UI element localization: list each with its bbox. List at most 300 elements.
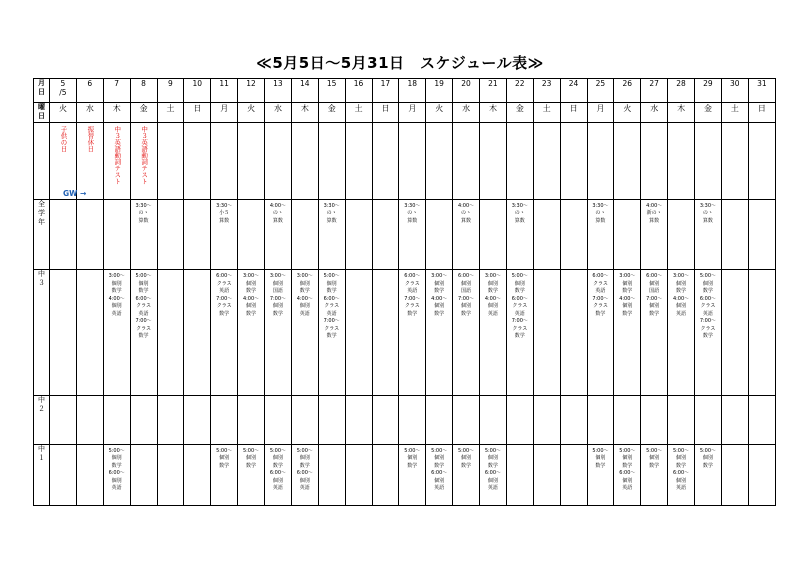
event-cell (345, 122, 372, 199)
schedule-cell (426, 395, 453, 444)
schedule-cell (211, 444, 238, 505)
lesson-text: 3:30〜 のゝ 算数 (511, 202, 528, 224)
lesson-text: 3:00〜 個別 数学 4:00〜 個別 英語 (484, 273, 502, 317)
day-number: 17 (372, 79, 399, 103)
gw-arrow-label: GW → (63, 189, 87, 198)
event-cell (614, 122, 641, 199)
schedule-cell (587, 444, 614, 505)
event-cell (587, 122, 614, 199)
lesson-text (614, 200, 640, 203)
lesson-text (184, 445, 210, 448)
weekday-cell: 土 (157, 102, 184, 122)
lesson-text (319, 445, 345, 448)
weekday-cell: 金 (318, 102, 345, 122)
lesson-text (238, 396, 264, 399)
lesson-text: 3:00〜 個別 数学 4:00〜 個別 英語 (108, 273, 125, 317)
schedule-cell (480, 444, 507, 505)
row-label-c3 (34, 270, 50, 396)
lesson-text: 5:00〜 個別 数学 6:00〜 個別 英語 (619, 447, 636, 492)
schedule-cell (748, 395, 775, 444)
schedule-cell (238, 395, 265, 444)
lesson-text: 5:00〜 個別 数学 6:00〜 個別 英語 (431, 447, 448, 492)
schedule-cell (641, 444, 668, 505)
lesson-text: 6:00〜 個別 国語 7:00〜 個別 数学 (646, 273, 663, 317)
lesson-text: 3:30〜 小５ 算数 (216, 202, 233, 224)
event-cell (641, 122, 668, 199)
lesson-text (641, 396, 667, 399)
lesson-text: 5:00〜 個別 数学 (242, 447, 260, 469)
day-number: 13 (265, 79, 292, 103)
event-cell (130, 122, 157, 199)
lesson-text (184, 270, 210, 273)
schedule-cell (533, 444, 560, 505)
schedule-cell (50, 395, 77, 444)
lesson-text: 6:00〜 クラス 英語 7:00〜 クラス 数学 (592, 273, 609, 317)
lesson-text: 3:00〜 個別 数学 4:00〜 個別 数学 (242, 273, 260, 317)
lesson-text: 4:00〜 のゝ 算数 (457, 202, 475, 224)
lesson-text (426, 200, 452, 203)
lesson-text (507, 396, 533, 399)
schedule-cell (157, 444, 184, 505)
lesson-text: 5:00〜 個別 数学 6:00〜 クラス 英語 7:00〜 クラス 数学 (699, 273, 717, 340)
lesson-text: 3:00〜 個別 数学 4:00〜 個別 数学 (619, 273, 636, 317)
schedule-cell (641, 199, 668, 270)
lesson-text (158, 200, 184, 203)
schedule-cell (748, 444, 775, 505)
schedule-cell (426, 270, 453, 396)
schedule-cell (291, 395, 318, 444)
schedule-cell (641, 270, 668, 396)
row-label-text: 全 学 年 (38, 199, 45, 226)
schedule-cell (614, 199, 641, 270)
lesson-text (749, 396, 775, 399)
schedule-cell (480, 395, 507, 444)
schedule-cell (184, 270, 211, 396)
schedule-cell (695, 444, 722, 505)
event-cell (76, 122, 103, 199)
schedule-cell (265, 395, 292, 444)
lesson-text (238, 200, 264, 203)
schedule-cell (130, 444, 157, 505)
lesson-text: 3:30〜 のゝ 算数 (323, 202, 340, 224)
weekday-cell: 水 (265, 102, 292, 122)
lesson-text: 5:00〜 個別 数学 6:00〜 クラス 英語 7:00〜 クラス 数学 (511, 273, 528, 340)
lesson-text (77, 445, 103, 448)
schedule-cell (211, 199, 238, 270)
schedule-cell (533, 199, 560, 270)
schedule-cell (265, 270, 292, 396)
schedule-cell (399, 395, 426, 444)
event-note: 中３英語動詞テスト (113, 125, 122, 185)
event-cell (748, 122, 775, 199)
schedule-cell (345, 199, 372, 270)
schedule-cell (453, 270, 480, 396)
lesson-text: 5:00〜 個別 数学 (592, 447, 609, 469)
schedule-cell (318, 270, 345, 396)
day-number: 25 (587, 79, 614, 103)
event-cell (721, 122, 748, 199)
schedule-cell (184, 444, 211, 505)
weekday-cell: 火 (426, 102, 453, 122)
lesson-text: 3:00〜 個別 国語 7:00〜 個別 数学 (269, 273, 287, 317)
schedule-cell (103, 199, 130, 270)
event-cell (103, 122, 130, 199)
day-number: 24 (560, 79, 587, 103)
lesson-text (453, 396, 479, 399)
lesson-text (50, 270, 76, 273)
lesson-text (319, 396, 345, 399)
day-number: 26 (614, 79, 641, 103)
schedule-cell (291, 270, 318, 396)
schedule-cell (372, 444, 399, 505)
day-number: 6 (76, 79, 103, 103)
day-number: 7 (103, 79, 130, 103)
schedule-cell (238, 444, 265, 505)
lesson-text: 3:00〜 個別 数学 4:00〜 個別 英語 (296, 273, 313, 317)
lesson-text (480, 200, 506, 203)
schedule-cell (318, 199, 345, 270)
lesson-text: 3:30〜 のゝ 算数 (699, 202, 717, 224)
day-number: 18 (399, 79, 426, 103)
lesson-text (668, 200, 694, 203)
schedule-cell (76, 444, 103, 505)
lesson-text: 6:00〜 クラス 英語 7:00〜 クラス 数学 (404, 273, 421, 317)
schedule-cell (157, 395, 184, 444)
schedule-cell (318, 444, 345, 505)
weekday-cell: 日 (560, 102, 587, 122)
day-number: 29 (695, 79, 722, 103)
lesson-text (131, 396, 157, 399)
day-number: 31 (748, 79, 775, 103)
schedule-cell (399, 199, 426, 270)
schedule-cell (748, 199, 775, 270)
lesson-text (346, 445, 372, 448)
lesson-text: 5:00〜 個別 数学 6:00〜 個別 英語 (296, 447, 313, 492)
weekday-cell: 金 (506, 102, 533, 122)
lesson-text (50, 200, 76, 203)
schedule-cell (533, 270, 560, 396)
lesson-text (158, 270, 184, 273)
lesson-text (534, 396, 560, 399)
schedule-cell (614, 395, 641, 444)
page-title: ≪5月5日〜5月31日 スケジュール表≫ (256, 54, 544, 72)
schedule-cell (560, 444, 587, 505)
lesson-text: 5:00〜 個別 数学 6:00〜 個別 英語 (108, 447, 125, 492)
lesson-text (158, 396, 184, 399)
weekday-cell: 金 (130, 102, 157, 122)
weekday-cell: 水 (453, 102, 480, 122)
schedule-cell (721, 395, 748, 444)
event-cell (506, 122, 533, 199)
day-number: 27 (641, 79, 668, 103)
lesson-text: 5:00〜 個別 数学 (457, 447, 475, 469)
schedule-cell (668, 270, 695, 396)
schedule-cell (426, 199, 453, 270)
weekday-cell: 日 (748, 102, 775, 122)
schedule-cell (480, 199, 507, 270)
schedule-cell (130, 199, 157, 270)
row-label-text: 中 ２ (38, 395, 45, 413)
lesson-text: 4:00〜 新のゝ 算数 (646, 202, 663, 224)
lesson-text (668, 396, 694, 399)
day-number: 14 (291, 79, 318, 103)
weekday-cell: 土 (533, 102, 560, 122)
schedule-cell (318, 395, 345, 444)
schedule-cell (76, 270, 103, 396)
lesson-text (614, 396, 640, 399)
day-number: 19 (426, 79, 453, 103)
event-note: 子供の日 (59, 125, 68, 152)
lesson-text (534, 445, 560, 448)
event-note: 中３英語動詞テスト (140, 125, 149, 185)
lesson-text: 5:00〜 個別 数学 6:00〜 個別 英語 (269, 447, 287, 492)
schedule-cell (157, 270, 184, 396)
lesson-text (346, 270, 372, 273)
weekday-cell: 日 (372, 102, 399, 122)
event-cell (50, 122, 77, 199)
lesson-text: 5:00〜 個別 数学 (646, 447, 663, 469)
lesson-text (373, 445, 399, 448)
lesson-text (184, 200, 210, 203)
day-number: 11 (211, 79, 238, 103)
lesson-text: 5:00〜 個別 数学 (216, 447, 233, 469)
day-number: 21 (480, 79, 507, 103)
lesson-text (722, 270, 748, 273)
lesson-text: 5:00〜 個別 数学 (699, 447, 717, 469)
event-cell (533, 122, 560, 199)
schedule-cell (668, 444, 695, 505)
schedule-cell (506, 395, 533, 444)
weekday-cell: 水 (76, 102, 103, 122)
lesson-text: 6:00〜 クラス 英語 7:00〜 クラス 数学 (216, 273, 233, 317)
day-number: 20 (453, 79, 480, 103)
lesson-text (534, 200, 560, 203)
schedule-cell (560, 270, 587, 396)
lesson-text (77, 396, 103, 399)
row-label-c1 (34, 444, 50, 505)
lesson-text (77, 270, 103, 273)
weekday-cell: 月 (399, 102, 426, 122)
schedule-cell (238, 199, 265, 270)
lesson-text (480, 396, 506, 399)
schedule-cell (130, 270, 157, 396)
schedule-cell (238, 270, 265, 396)
schedule-cell (453, 395, 480, 444)
lesson-text (131, 445, 157, 448)
schedule-cell (453, 199, 480, 270)
weekday-cell: 木 (103, 102, 130, 122)
schedule-table (33, 78, 776, 506)
day-number: 23 (533, 79, 560, 103)
lesson-text: 3:30〜 のゝ 算数 (404, 202, 421, 224)
schedule-cell (184, 199, 211, 270)
lesson-text (346, 200, 372, 203)
day-number: 5 /5 (50, 79, 77, 103)
schedule-cell (721, 270, 748, 396)
schedule-cell (291, 199, 318, 270)
schedule-cell (506, 270, 533, 396)
lesson-text (292, 396, 318, 399)
event-cell (157, 122, 184, 199)
lesson-text: 5:00〜 個別 数学 6:00〜 個別 英語 (672, 447, 690, 492)
event-cell (318, 122, 345, 199)
lesson-text (534, 270, 560, 273)
schedule-cell (372, 199, 399, 270)
lesson-text (749, 270, 775, 273)
header-month: 月 (38, 79, 45, 87)
schedule-cell (50, 270, 77, 396)
schedule-cell (157, 199, 184, 270)
lesson-text (749, 200, 775, 203)
schedule-cell (614, 270, 641, 396)
schedule-cell (748, 270, 775, 396)
schedule-cell (399, 444, 426, 505)
schedule-cell (399, 270, 426, 396)
weekday-cell: 木 (480, 102, 507, 122)
weekday-cell: 土 (721, 102, 748, 122)
event-cell (560, 122, 587, 199)
event-cell (695, 122, 722, 199)
lesson-text: 6:00〜 個別 国語 7:00〜 個別 数学 (457, 273, 475, 317)
lesson-text (722, 396, 748, 399)
schedule-cell (103, 270, 130, 396)
lesson-text (507, 445, 533, 448)
schedule-cell (291, 444, 318, 505)
event-cell (668, 122, 695, 199)
schedule-cell (345, 395, 372, 444)
schedule-cell (641, 395, 668, 444)
lesson-text: 5:00〜 個別 数学 6:00〜 個別 英語 (484, 447, 502, 492)
lesson-text (373, 270, 399, 273)
schedule-cell (372, 395, 399, 444)
lesson-text: 4:00〜 のゝ 算数 (269, 202, 287, 224)
day-number: 12 (238, 79, 265, 103)
event-cell (184, 122, 211, 199)
event-cell (480, 122, 507, 199)
schedule-cell (50, 199, 77, 270)
schedule-cell (506, 444, 533, 505)
schedule-cell (668, 395, 695, 444)
lesson-text (722, 445, 748, 448)
lesson-text: 5:00〜 個別 数学 6:00〜 クラス 英語 7:00〜 クラス 数学 (323, 273, 340, 340)
lesson-text: 3:30〜 のゝ 算数 (592, 202, 609, 224)
header-weekday-2: 日 (38, 111, 45, 120)
event-cell (238, 122, 265, 199)
lesson-text (211, 396, 237, 399)
weekday-header (34, 102, 50, 122)
lesson-text (77, 200, 103, 203)
schedule-cell (103, 444, 130, 505)
lesson-text (695, 396, 721, 399)
event-row-label (34, 122, 50, 199)
day-number: 28 (668, 79, 695, 103)
schedule-cell (560, 199, 587, 270)
row-label-all (34, 199, 50, 270)
day-number: 10 (184, 79, 211, 103)
schedule-cell (426, 444, 453, 505)
lesson-text (184, 396, 210, 399)
weekday-cell: 火 (50, 102, 77, 122)
event-cell (399, 122, 426, 199)
schedule-cell (211, 270, 238, 396)
lesson-text: 3:00〜 個別 数学 4:00〜 個別 英語 (672, 273, 690, 317)
weekday-cell: 金 (695, 102, 722, 122)
lesson-text (292, 200, 318, 203)
schedule-cell (721, 444, 748, 505)
lesson-text (588, 396, 614, 399)
lesson-text (373, 396, 399, 399)
lesson-text (265, 396, 291, 399)
weekday-cell: 木 (668, 102, 695, 122)
lesson-text (561, 445, 587, 448)
schedule-cell (587, 395, 614, 444)
event-cell (291, 122, 318, 199)
lesson-text: 3:30〜 のゝ 算数 (135, 202, 152, 224)
schedule-cell (103, 395, 130, 444)
row-label-c2 (34, 395, 50, 444)
month-day-header (34, 79, 50, 103)
weekday-cell: 土 (345, 102, 372, 122)
lesson-text (104, 396, 130, 399)
weekday-cell: 火 (238, 102, 265, 122)
header-weekday-1: 曜 (38, 102, 45, 111)
lesson-text (158, 445, 184, 448)
weekday-cell: 水 (641, 102, 668, 122)
schedule-cell (506, 199, 533, 270)
schedule-cell (265, 199, 292, 270)
schedule-cell (560, 395, 587, 444)
day-number: 9 (157, 79, 184, 103)
lesson-text (346, 396, 372, 399)
lesson-text (561, 396, 587, 399)
schedule-cell (695, 199, 722, 270)
lesson-text: 5:00〜 個別 数学 (404, 447, 421, 469)
schedule-cell (695, 270, 722, 396)
schedule-cell (345, 270, 372, 396)
schedule-cell (265, 444, 292, 505)
lesson-text (373, 200, 399, 203)
row-label-text: 中 ３ (38, 270, 45, 288)
event-cell (211, 122, 238, 199)
schedule-cell (480, 270, 507, 396)
event-note: 振替休日 (86, 125, 95, 152)
lesson-text: 5:00〜 個別 数学 6:00〜 クラス 英語 7:00〜 クラス 数学 (135, 273, 152, 340)
lesson-text (749, 445, 775, 448)
weekday-cell: 日 (184, 102, 211, 122)
weekday-cell: 木 (291, 102, 318, 122)
schedule-cell (614, 444, 641, 505)
schedule-cell (668, 199, 695, 270)
row-label-text: 中 １ (38, 444, 45, 462)
lesson-text (50, 396, 76, 399)
lesson-text (104, 200, 130, 203)
weekday-cell: 月 (587, 102, 614, 122)
day-number: 15 (318, 79, 345, 103)
schedule-cell (587, 199, 614, 270)
lesson-text (426, 396, 452, 399)
lesson-text (561, 270, 587, 273)
lesson-text (561, 200, 587, 203)
event-cell (453, 122, 480, 199)
schedule-cell (345, 444, 372, 505)
header-day: 日 (38, 88, 45, 96)
weekday-cell: 火 (614, 102, 641, 122)
schedule-cell (453, 444, 480, 505)
event-cell (426, 122, 453, 199)
event-cell (372, 122, 399, 199)
schedule-cell (695, 395, 722, 444)
lesson-text (50, 445, 76, 448)
